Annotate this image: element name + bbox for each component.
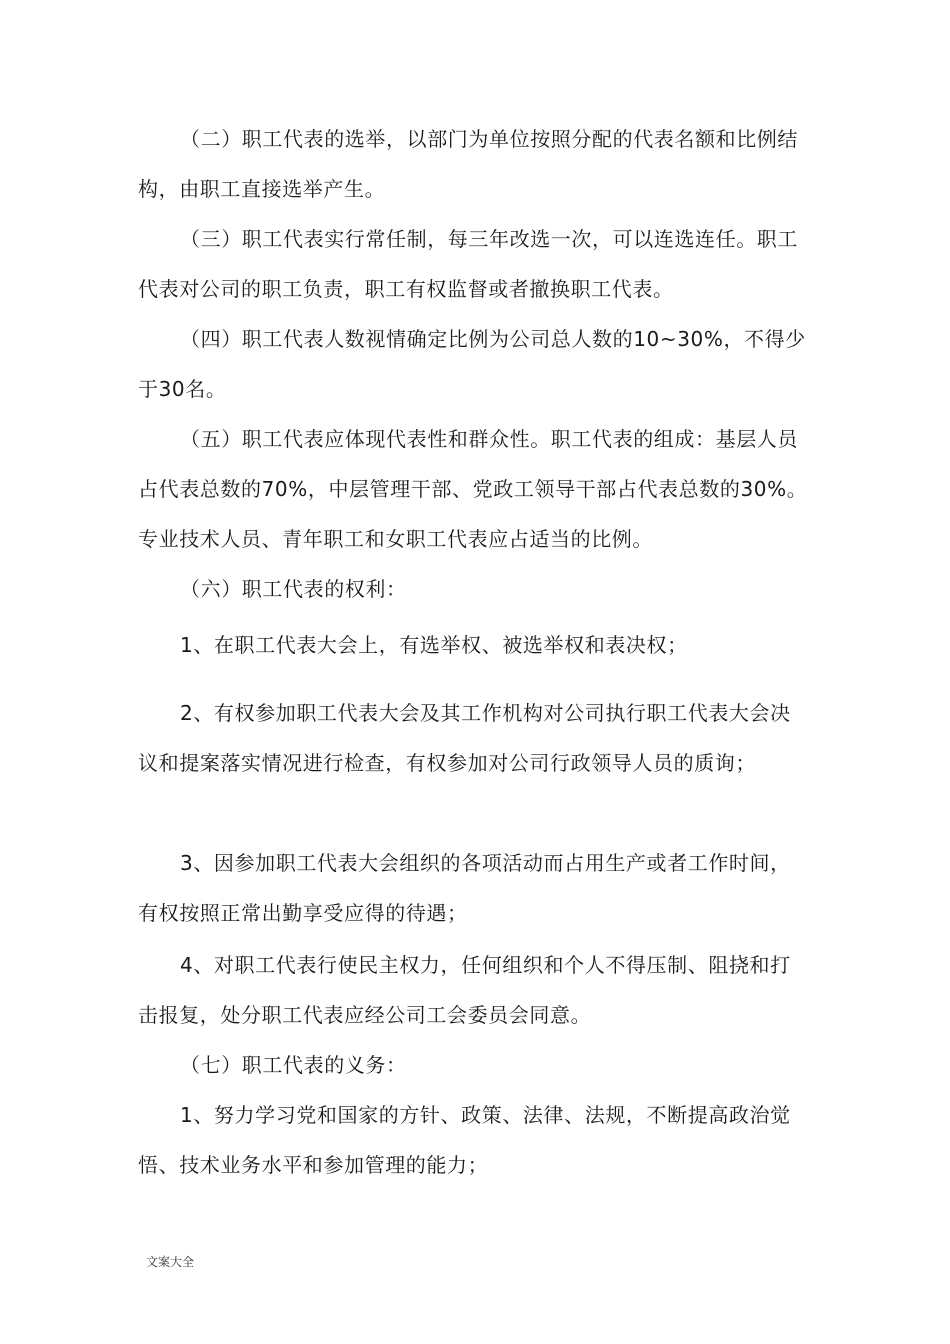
- list-item-right-4: 4、对职工代表行使民主权力，任何组织和个人不得压制、阻挠和打击报复，处分职工代表应经公司工会委员会同意。: [138, 953, 791, 1027]
- paragraph-quota: （四）职工代表人数视情确定比例为公司总人数的10~30%，不得少于30名。: [138, 327, 806, 401]
- footer-label: 文案大全: [146, 1255, 195, 1269]
- list-item-right-3: 3、因参加职工代表大会组织的各项活动而占用生产或者工作时间，有权按照正常出勤享受应得的待遇；: [138, 851, 791, 925]
- section-heading-duties: （七）职工代表的义务：: [180, 1053, 407, 1077]
- list-item-right-1: 1、在职工代表大会上，有选举权、被选举权和表决权；: [180, 633, 688, 657]
- list-item-duty-1: 1、努力学习党和国家的方针、政策、法律、法规，不断提高政治觉悟、技术业务水平和参加管理的能力；: [138, 1103, 791, 1177]
- section-heading-rights: （六）职工代表的权利：: [180, 577, 407, 601]
- paragraph-election: （二）职工代表的选举，以部门为单位按照分配的代表名额和比例结构，由职工直接选举产生。: [138, 127, 798, 201]
- paragraph-composition: （五）职工代表应体现代表性和群众性。职工代表的组成：基层人员占代表总数的70%，中层管理干部、党政工领导干部占代表总数的30%。专业技术人员、青年职工和女职工代表应占适当的比例。: [138, 427, 808, 551]
- list-item-right-2: 2、有权参加职工代表大会及其工作机构对公司执行职工代表大会决议和提案落实情况进行检查，有权参加对公司行政领导人员的质询；: [138, 701, 791, 775]
- paragraph-term: （三）职工代表实行常任制，每三年改选一次，可以连选连任。职工代表对公司的职工负责，职工有权监督或者撤换职工代表。: [138, 227, 798, 301]
